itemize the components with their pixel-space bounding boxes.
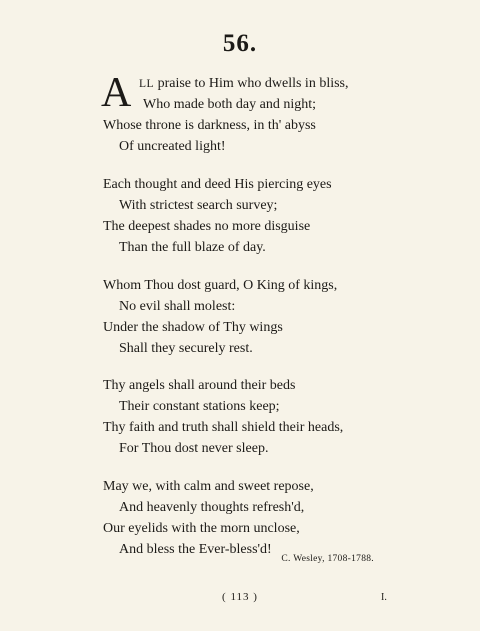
stanza-line <box>103 73 403 94</box>
drop-cap: A <box>101 70 132 116</box>
stanza-line: Under the shadow of Thy wings <box>103 320 283 335</box>
stanza-line: With strictest search survey; <box>119 198 278 213</box>
hymn-number: 56. <box>222 30 258 57</box>
stanza-line: Thy angels shall around their beds <box>103 378 296 393</box>
stanza-3 <box>103 275 403 359</box>
author-attribution: C. Wesley, 1708-1788. <box>281 554 374 564</box>
stanza-line: Whose throne is darkness, in th' abyss <box>103 118 316 133</box>
stanza-line: Shall they securely rest. <box>119 341 253 356</box>
first-word-smallcaps: LL <box>139 78 155 90</box>
stanza-line: May we, with calm and sweet repose, <box>103 479 314 494</box>
page-number: ( 113 ) <box>222 591 258 603</box>
first-line-text: praise to Him who dwells in bliss, <box>154 76 349 91</box>
stanza-line: Thy faith and truth shall shield their heads, <box>103 420 344 435</box>
stanza-line: Whom Thou dost guard, O King of kings, <box>103 278 338 293</box>
stanza-line: Our eyelids with the morn unclose, <box>103 521 300 536</box>
stanza-line: Each thought and deed His piercing eyes <box>103 177 332 192</box>
stanza-2 <box>103 174 403 258</box>
signature-mark: I. <box>381 592 387 603</box>
stanza-line: For Thou dost never sleep. <box>119 441 269 456</box>
stanza-line: Who made both day and night; <box>143 97 317 112</box>
stanza-1 <box>101 70 403 157</box>
stanza-4 <box>103 375 403 459</box>
stanza-line: Than the full blaze of day. <box>119 240 266 255</box>
stanza-line: No evil shall molest: <box>119 299 236 314</box>
stanza-line: The deepest shades no more disguise <box>103 219 311 234</box>
stanza-line: Their constant stations keep; <box>119 399 280 414</box>
stanza-5 <box>103 476 403 560</box>
stanza-line: And heavenly thoughts refresh'd, <box>119 500 305 515</box>
stanza-line: And bless the Ever-bless'd! <box>119 542 272 557</box>
stanza-line: Of uncreated light! <box>119 139 226 154</box>
